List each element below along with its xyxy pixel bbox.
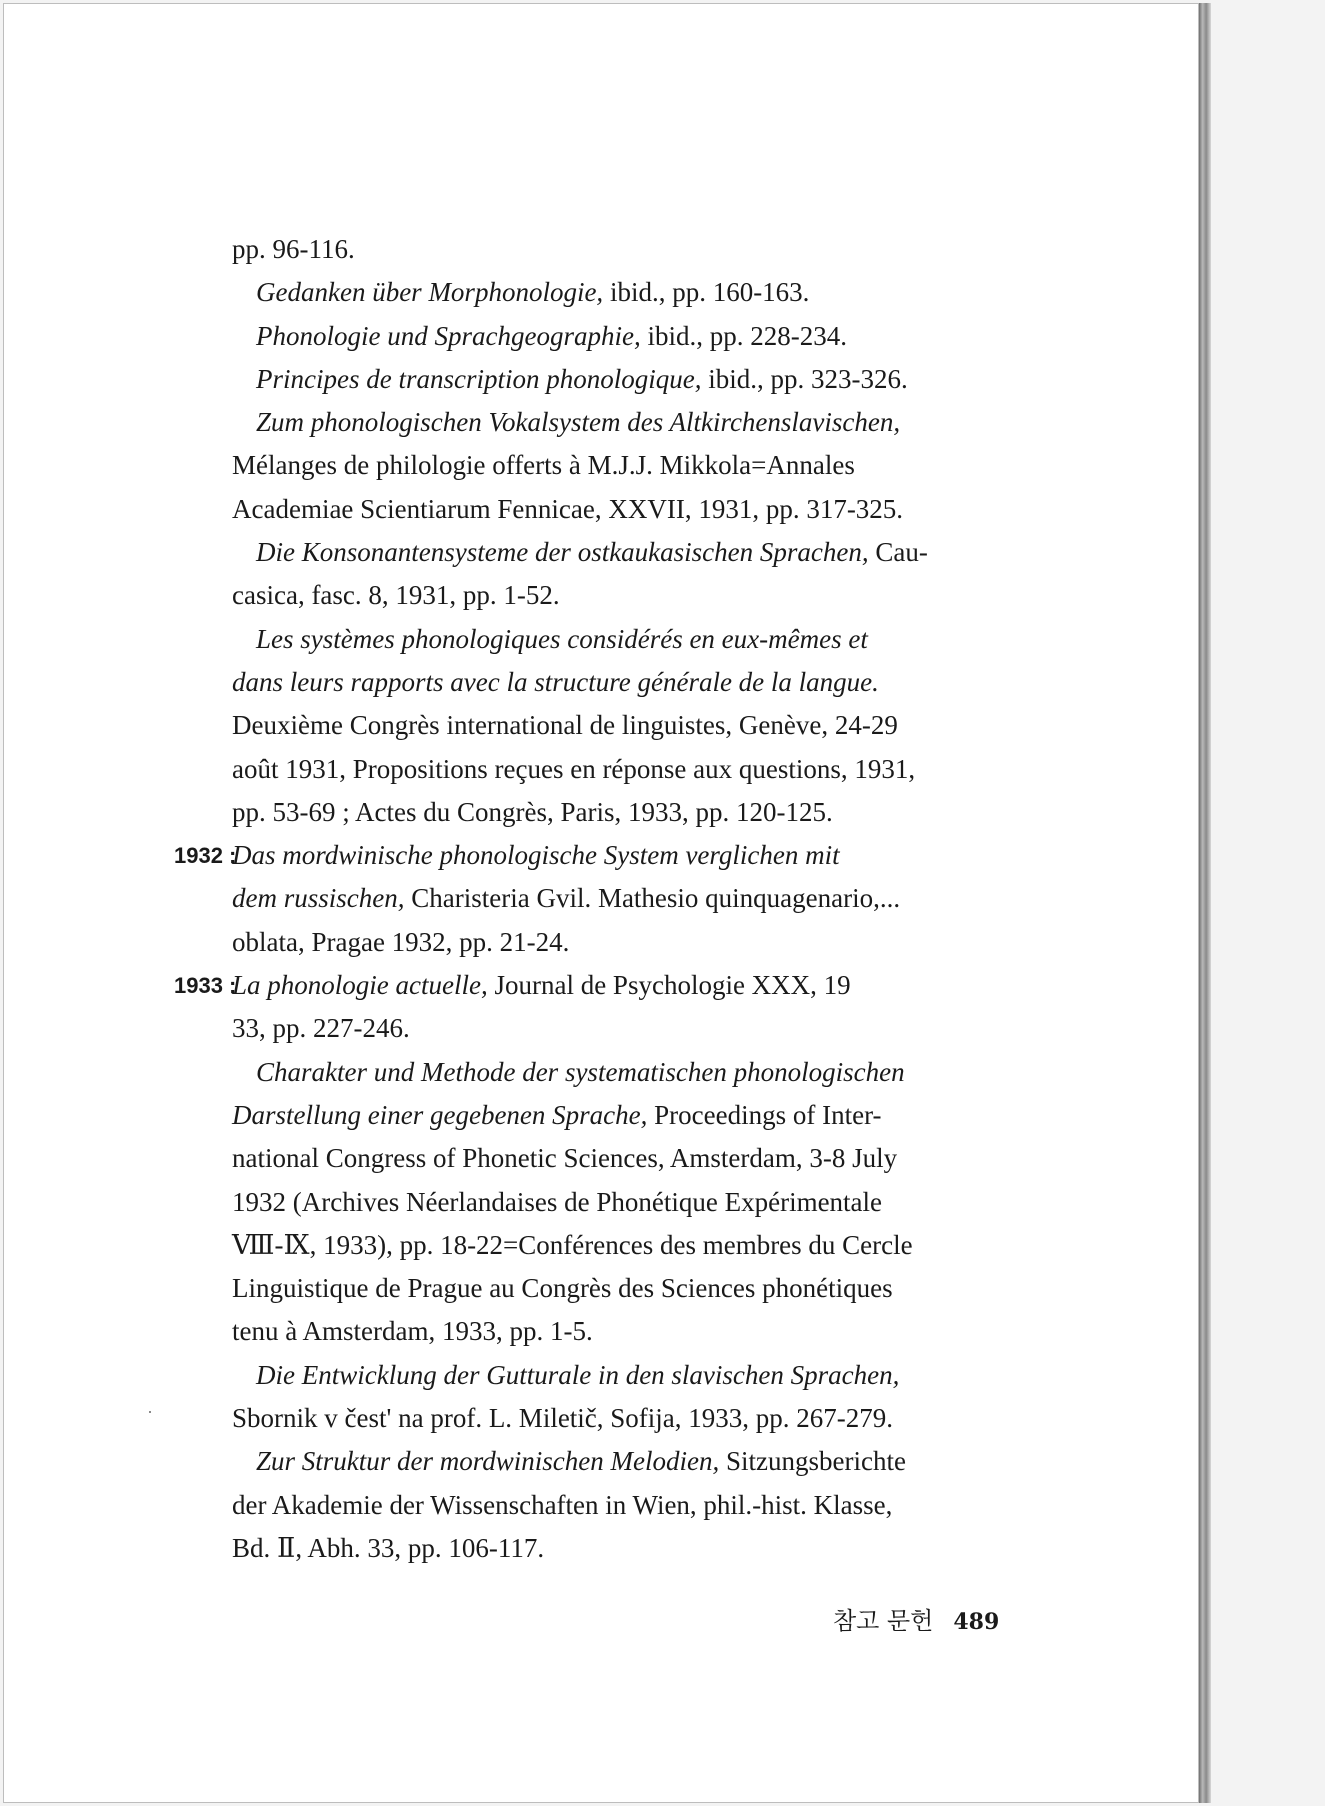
text-line: Zur Struktur der mordwinischen Melodien, Sitzungsberichte	[256, 1446, 906, 1477]
text-line: Principes de transcription phonologique, ibid., pp. 323-326.	[256, 363, 908, 394]
year-label: 1932 :	[174, 843, 237, 869]
text-line: 1932 (Archives Néerlandaises de Phonétique Expérimentale	[232, 1186, 883, 1217]
text-line: pp. 53-69 ; Actes du Congrès, Paris, 1933, pp. 120-125.	[232, 796, 833, 827]
text-line: 1933 : La phonologie actuelle, Journal de Psychologie XXX, 19	[200, 964, 1020, 1007]
text-line: tenu à Amsterdam, 1933, pp. 1-5.	[232, 1316, 593, 1347]
text-line: national Congress of Phonetic Sciences, Amsterdam, 3-8 July	[232, 1143, 898, 1174]
text-line: Les systèmes phonologiques considérés en eux-mêmes et	[256, 623, 868, 654]
text-line: der Akademie der Wissenschaften in Wien, phil.-hist. Klasse,	[232, 1489, 893, 1520]
text-line: dem russischen, Charisteria Gvil. Mathesio quinquagenario,...	[232, 883, 901, 914]
text-line: Academiae Scientiarum Fennicae, XXVII, 1931, pp. 317-325.	[232, 493, 904, 524]
text-line: août 1931, Propositions reçues en réponse aux questions, 1931,	[232, 753, 916, 784]
text-line: oblata, Pragae 1932, pp. 21-24.	[232, 926, 570, 957]
text-line: Die Entwicklung der Gutturale in den slavischen Sprachen,	[256, 1359, 900, 1390]
text-line: Ⅷ-Ⅸ, 1933), pp. 18-22=Conférences des membres du Cercle	[232, 1229, 913, 1260]
text-line: Sbornik v čest' na prof. L. Miletič, Sofija, 1933, pp. 267-279.	[232, 1403, 894, 1434]
scan-speck	[149, 1411, 151, 1413]
text-line: Charakter und Methode der systematischen phonologischen	[256, 1056, 905, 1087]
bibliography-text	[174, 228, 1020, 1570]
text-line: Mélanges de philologie offerts à M.J.J. Mikkola=Annales	[232, 450, 855, 481]
page-number: 489	[953, 1609, 1000, 1635]
text-line: Gedanken über Morphonologie, ibid., pp. 160-163.	[256, 277, 810, 308]
text-line: dans leurs rapports avec la structure générale de la langue.	[232, 666, 879, 697]
text-line: Bd. Ⅱ, Abh. 33, pp. 106-117.	[232, 1532, 545, 1563]
text-line: casica, fasc. 8, 1931, pp. 1-52.	[232, 580, 560, 611]
text-line: Deuxième Congrès international de linguistes, Genève, 24-29	[232, 710, 898, 741]
year-label: 1933 :	[174, 973, 237, 999]
text-line: Phonologie und Sprachgeographie, ibid., pp. 228-234.	[256, 320, 847, 351]
text-line: pp. 96-116.	[232, 234, 355, 264]
text-line: Zum phonologischen Vokalsystem des Altkirchenslavischen,	[256, 407, 901, 438]
text-line: Darstellung einer gegebenen Sprache, Proceedings of Inter-	[232, 1099, 882, 1130]
page-footer	[833, 1601, 999, 1636]
text-line: Die Konsonantensysteme der ostkaukasischen Sprachen, Cau-	[256, 537, 928, 568]
section-title: 참고 문헌	[833, 1607, 934, 1635]
page-edge-shadow	[1199, 3, 1211, 1803]
text-line: Linguistique de Prague au Congrès des Sciences phonétiques	[232, 1273, 893, 1304]
text-line: 33, pp. 227-246.	[232, 1013, 410, 1044]
text-line: 1932 : Das mordwinische phonologische System verglichen mit	[200, 834, 1020, 877]
